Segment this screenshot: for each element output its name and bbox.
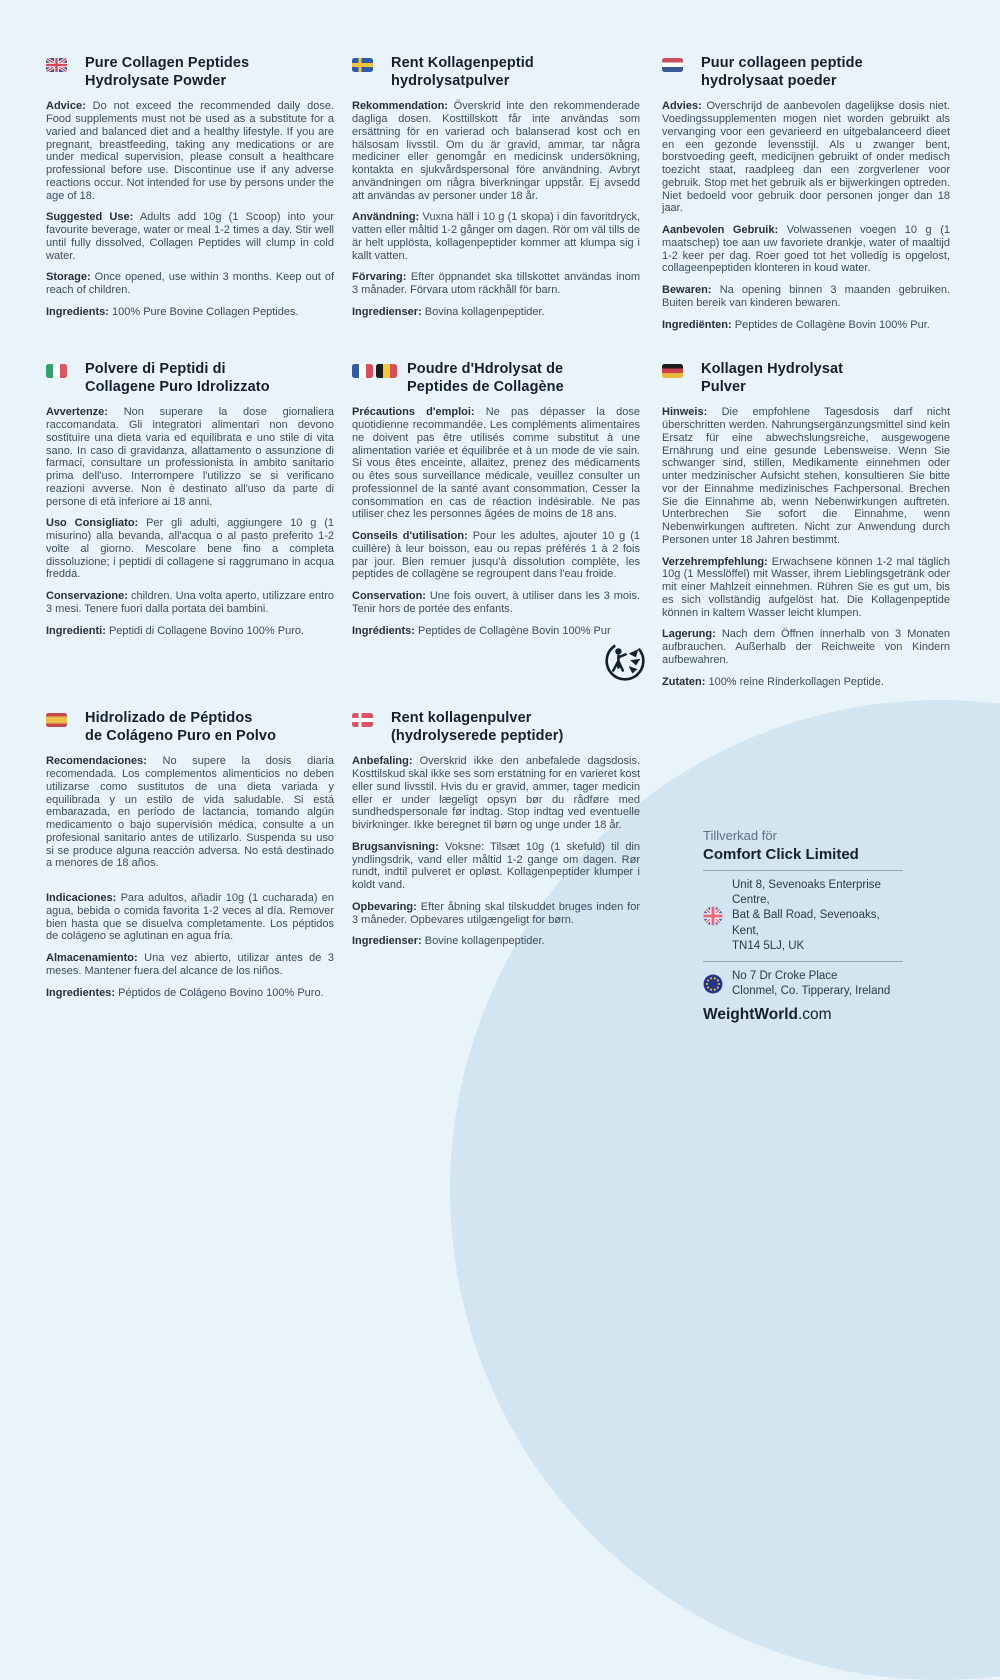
section-header bbox=[662, 55, 950, 90]
section-french bbox=[352, 361, 640, 637]
manufacturer-info bbox=[703, 828, 903, 1024]
uk-address-row bbox=[703, 878, 903, 954]
ireland-address-row bbox=[703, 969, 903, 999]
section-english bbox=[46, 55, 334, 319]
ireland-address: No 7 Dr Croke Place Clonmel, Co. Tipperary, Ireland bbox=[732, 969, 891, 998]
label-paragraph: Opbevaring: Efter åbning skal tilskuddet bruges inden for 3 måneder. Opbevares utilgængeligt for børn. bbox=[352, 900, 640, 926]
label-paragraph: Zutaten: 100% reine Rinderkollagen Peptide. bbox=[662, 675, 884, 688]
section-spanish bbox=[46, 710, 334, 999]
section-header bbox=[352, 361, 640, 396]
label-paragraph: Ingredienser: Bovina kollagenpeptider. bbox=[352, 305, 545, 318]
section-title: Kollagen Hydrolysat Pulver bbox=[701, 361, 844, 395]
label-paragraph: Avvertenze: Non superare la dose giornaliera raccomandata. Gli integratori alimentari non devono sostituire una dieta varia ed equilibrata e uno stile di vita sano. In caso di gravidanza, allattamento o assunzione di farmaci, consultare un professionista in ambito sanitario prima dell'uso. Interrompere l'utilizzo se si verificano reazioni avverse. Non è destinato all'uso da parte di persone di età inferiore ai 18 anni. bbox=[46, 406, 334, 508]
label-paragraph: Anbefaling: Overskrid ikke den anbefalede dagsdosis. Kosttilskud skal ikke ses som erstatning for en varieret kost eller sund livsstil. Hvis du er gravid, ammer, tager medicin eller er under lægeligt opsyn bør du rådføre med sundhedspersonale før indtag. Stop indtag ved eventuelle bivirkninger. Ikke beregnet til børn og unge under 18 år. bbox=[352, 755, 641, 832]
section-paragraphs bbox=[662, 406, 950, 688]
label-paragraph: Verzehrempfehlung: Erwachsene können 1-2 mal täglich 10g (1 Messlöffel) mit Wasser, ihrem Lieblingsgetränk oder mit einer Mahlzeit einnehmen. Rühren Sie es gut um, bis es sich vollständig aufgelöst hat. Die Kollagenpeptide können in kaltem Wasser leicht klumpen. bbox=[662, 555, 950, 619]
uk-address: Unit 8, Sevenoaks Enterprise Centre, Bat & Ball Road, Sevenoaks, Kent, TN14 5LJ, UK bbox=[732, 879, 881, 952]
section-title: Puur collageen peptide hydrolysaat poeder bbox=[701, 55, 863, 89]
triman-recycling-icon bbox=[603, 638, 647, 684]
belgium-flag-icon bbox=[376, 364, 397, 378]
section-paragraphs bbox=[352, 755, 640, 948]
section-paragraphs bbox=[352, 406, 640, 637]
sweden-flag-icon bbox=[352, 58, 373, 72]
section-header bbox=[46, 55, 334, 90]
company-name: Comfort Click Limited bbox=[703, 846, 859, 863]
france-belgium-flag-icons bbox=[352, 364, 397, 378]
italy-flag-icon bbox=[46, 364, 67, 378]
section-italian bbox=[46, 361, 334, 637]
label-paragraph: Förvaring: Efter öppnandet ska tillskottet användas inom 3 månader. Förvara utom räckhåll för barn. bbox=[352, 271, 640, 297]
label-paragraph: Brugsanvisning: Voksne: Tilsæt 10g (1 skefuld) til din yndlingsdrik, vand eller måltid 1-2 gange om dagen. Rør rundt, indtil pulveret er opløst. Kollagenpeptider klumper i koldt vand. bbox=[352, 840, 640, 892]
section-header bbox=[352, 55, 640, 90]
label-paragraph: Advies: Overschrijd de aanbevolen dagelijkse dosis niet. Voedingssupplementen mogen niet worden gebruikt als vervanging voor een gevarieerd en uitgebalanceerd dieet en een gezonde levensstijl. Als u zwanger bent, borstvoeding geeft, medicijnen gebruikt of onder medisch toezicht staat, raadpleeg dan een zorgverlener voor gebruik. Stop met het gebruik als er bijwerkingen optreden. Niet bedoeld voor gebruik door personen jonger dan 18 jaar. bbox=[662, 100, 950, 215]
section-header bbox=[352, 710, 640, 745]
section-header bbox=[662, 361, 950, 396]
label-paragraph: Advice: Do not exceed the recommended daily dose. Food supplements must not be used as a substitute for a varied and balanced diet and a healthy lifestyle. If you are pregnant, breastfeeding, taking any medications or are under medical supervision, please consult a healthcare professional before use. Discontinue use if any adverse reactions occur. Not intended for use by persons under the age of 18. bbox=[46, 100, 334, 202]
section-header bbox=[46, 710, 334, 745]
label-paragraph: Storage: Once opened, use within 3 months. Keep out of reach of children. bbox=[46, 271, 335, 297]
label-paragraph: Indicaciones: Para adultos, añadir 10g (1 cucharada) en agua, bebida o comida favorita 1-2 veces al día. Remover bien hasta que se disuelva completamente. Los péptidos de colágeno se aglutinan en agua fría. bbox=[46, 892, 334, 943]
label-paragraph: Conseils d'utilisation: Pour les adultes, ajouter 10 g (1 cuillère) à leur boisson, eau ou repas préférés 1 à 2 fois par jour. Bien remuer jusqu'à dissolution complète, les peptides de collagène se regroupent dans l'eau froide. bbox=[352, 530, 640, 581]
label-paragraph: Ingredienser: Bovine kollagenpeptider. bbox=[352, 935, 545, 948]
section-paragraphs bbox=[46, 406, 334, 637]
spain-flag-icon bbox=[46, 713, 67, 727]
label-paragraph: Användning: Vuxna häll i 10 g (1 skopa) i din favoritdryck, vatten eller måltid 1-2 gånger om dagen. Rör om väl tills de är helt upplösta, kollagenpeptider kommer att klumpa sig i kallt vatten. bbox=[352, 211, 641, 262]
label-paragraph: Ingrédients: Peptides de Collagène Bovin 100% Pur bbox=[352, 624, 611, 637]
divider bbox=[703, 961, 903, 962]
france-flag-icon bbox=[352, 364, 373, 378]
divider bbox=[703, 870, 903, 871]
uk-flag-roundel-icon bbox=[703, 906, 723, 926]
section-title: Polvere di Peptidi di Collagene Puro Idrolizzato bbox=[85, 361, 270, 395]
label-paragraph: Précautions d'emploi: Ne pas dépasser la dose quotidienne recommandée. Les compléments alimentaires ne doivent pas être utilisés comme substitut à une alimentation variée et équilibrée et à un mode de vie sain. Si vous êtes enceinte, allaitez, prenez des médicaments ou êtes sous surveillance médicale, veuillez consulter un professionnel de la santé avant consommation. Cesser la consommation en cas de réaction indésirable. Ne pas utiliser chez les personnes âgées de moins de 18 ans. bbox=[352, 406, 641, 521]
label-paragraph: Uso Consigliato: Per gli adulti, aggiungere 10 g (1 misurino) alla bevanda, all'acqua o al pasto preferito 1-2 volte al giorno. Mescolare bene fino a completa dissoluzione; i peptidi di collagene si raggrumano in acqua fredda. bbox=[46, 517, 334, 581]
label-paragraph: Ingredientes: Péptidos de Colágeno Bovino 100% Puro. bbox=[46, 986, 324, 999]
made-for-label: Tillverkad för bbox=[703, 828, 777, 843]
uk-flag-icon bbox=[46, 58, 67, 72]
label-paragraph: Suggested Use: Adults add 10g (1 Scoop) into your favourite beverage, water or meal 1-2 times a day. Stir well until fully dissolved, Collagen Peptides will clump in cold water. bbox=[46, 211, 334, 262]
label-paragraph: Conservazione: children. Una volta aperto, utilizzare entro 3 mesi. Tenere fuori dalla portata dei bambini. bbox=[46, 590, 334, 615]
eu-flag-roundel-icon bbox=[703, 974, 723, 994]
section-title: Poudre d'Hdrolysat de Peptides de Collagène bbox=[407, 361, 564, 395]
section-paragraphs bbox=[46, 100, 334, 318]
section-title: Rent Kollagenpeptid hydrolysatpulver bbox=[391, 55, 534, 89]
label-paragraph: Hinweis: Die empfohlene Tagesdosis darf nicht überschritten werden. Nahrungsergänzungsmittel sind kein Ersatz für eine abwechslungsreiche, ausgewogene Ernährung und eine gesunde Lebensweise. Wenn Sie schwanger sind, stillen, Medikamente einnehmen oder unter medzinischer Aufsicht stehen, konsultieren Sie bitte vor der Einnahme medizinisches Fachpersonal. Brechen Sie die Einnahme ab, wenn Nebenwirkungen auftreten. Unterbrechen Sie sofort die Einnahme, wenn Nebenwirkungen auftreten. Nicht zur Anwendung durch Personen unter 18 Jahren bestimmt. bbox=[662, 406, 950, 546]
website-url: WeightWorld.com bbox=[703, 1006, 832, 1024]
label-paragraph: Recomendaciones: No supere la dosis diaria recomendada. Los complementos alimenticios no deben utilizarse como sustitutos de una dieta variada y equilibrada y un estilo de vida saludable. Si está embarazada, en período de lactancia, tomando algún medicamento o bajo supervisión médica, consulte a un profesional sanitario antes de utilizarlo. Suspenda su uso si se produce alguna reacción adversa. No está destinado a menores de 18 años. bbox=[46, 755, 334, 870]
label-paragraph: Rekommendation: Överskrid inte den rekommenderade dagliga dosen. Kosttillskott får inte användas som ersättning för en varierad och balanserad kost och en hälsosam livsstil. Om du är gravid, ammar, tar några mediciner eller genomgår en medicinsk undersökning, kontakta en sjukvårdspersonal före användning. Avbryt användningen om några biverkningar uppstår. Ej avsedd att användas av personer under 18 år. bbox=[352, 100, 640, 202]
label-paragraph: Almacenamiento: Una vez abierto, utilizar antes de 3 meses. Mantener fuera del alcance de los niños. bbox=[46, 952, 334, 977]
netherlands-flag-icon bbox=[662, 58, 683, 72]
label-paragraph: Ingredienti: Peptidi di Collagene Bovino 100% Puro. bbox=[46, 624, 305, 637]
section-header bbox=[46, 361, 334, 396]
section-swedish bbox=[352, 55, 640, 319]
label-paragraph: Lagerung: Nach dem Öffnen innerhalb von 3 Monaten aufbrauchen. Außerhalb der Reichweite von Kindern aufbewahren. bbox=[662, 628, 950, 666]
section-paragraphs bbox=[46, 755, 334, 999]
label-paragraph: Aanbevolen Gebruik: Volwassenen voegen 10 g (1 maatschep) toe aan uw favoriete drankje, water of maaltijd 1-2 keer per dag. Roer goed tot het volledig is opgelost, collageenpeptiden klonteren in koud water. bbox=[662, 224, 950, 275]
label-paragraph: Ingredients: 100% Pure Bovine Collagen Peptides. bbox=[46, 305, 299, 318]
section-title: Hidrolizado de Péptidos de Colágeno Puro en Polvo bbox=[85, 710, 277, 744]
section-title: Rent kollagenpulver (hydrolyserede peptider) bbox=[391, 710, 564, 744]
section-title: Pure Collagen Peptides Hydrolysate Powder bbox=[85, 55, 250, 89]
label-paragraph: Ingrediënten: Peptides de Collagène Bovin 100% Pur. bbox=[662, 318, 930, 331]
label-paragraph: Bewaren: Na opening binnen 3 maanden gebruiken. Buiten bereik van kinderen bewaren. bbox=[662, 284, 950, 309]
germany-flag-icon bbox=[662, 364, 683, 378]
section-dutch bbox=[662, 55, 950, 331]
section-danish bbox=[352, 710, 640, 948]
section-paragraphs bbox=[352, 100, 640, 318]
section-german bbox=[662, 361, 950, 688]
label-paragraph: Conservation: Une fois ouvert, à utiliser dans les 3 mois. Tenir hors de portée des enfants. bbox=[352, 590, 641, 615]
denmark-flag-icon bbox=[352, 713, 373, 727]
section-paragraphs bbox=[662, 100, 950, 331]
